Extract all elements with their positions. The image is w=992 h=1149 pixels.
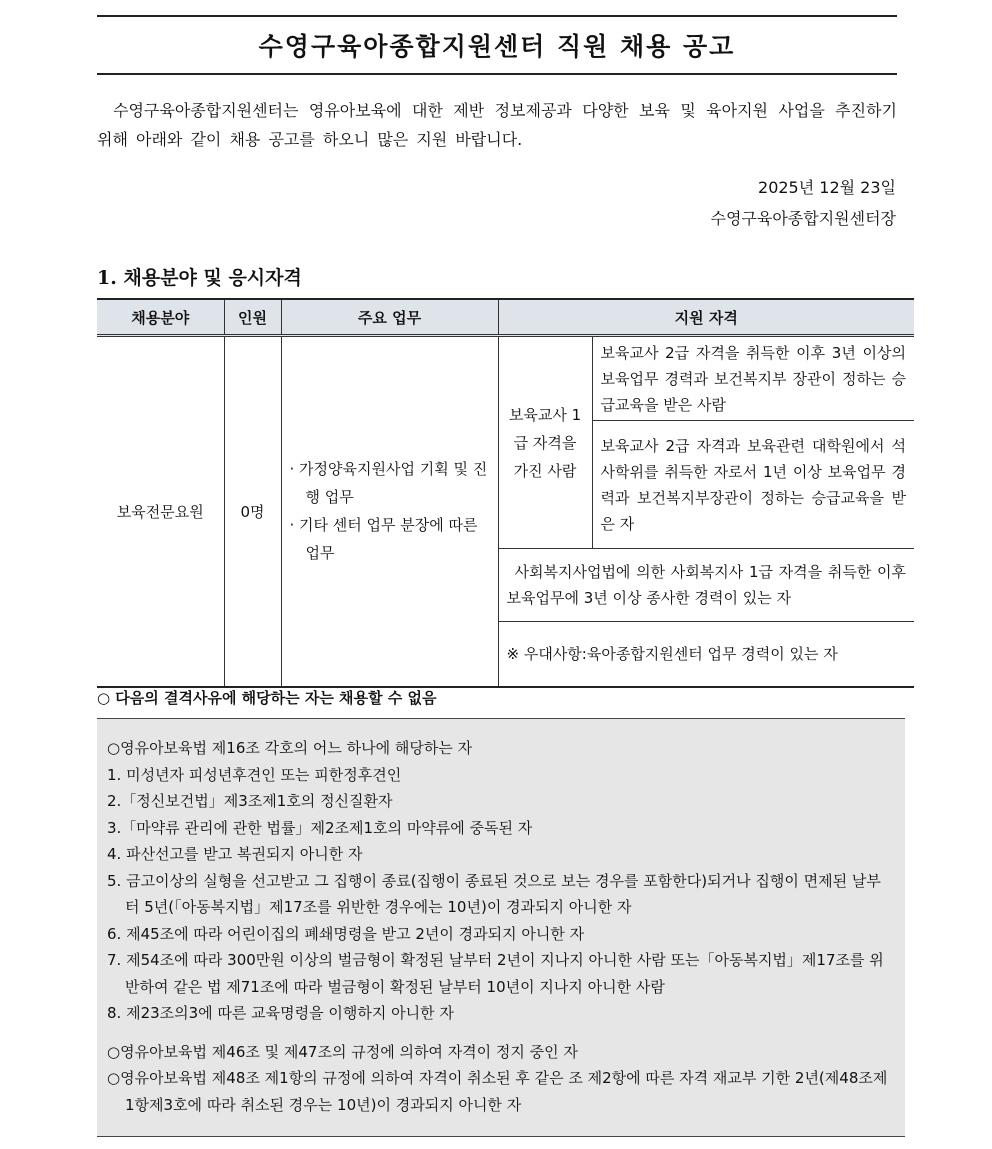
disqualification-group-1-title: ○영유아보육법 제16조 각호의 어느 하나에 해당하는 자 bbox=[107, 739, 473, 757]
announcement-date: 2025년 12월 23일 bbox=[758, 178, 896, 197]
qualification-1: 보육교사 2급 자격을 취득한 이후 3년 이상의 보육업무 경력과 보건복지부 장관이 정하는 승급교육을 받은 사람 bbox=[592, 336, 914, 421]
qualification-social-worker: 사회복지사업법에 의한 사회복지사 1급 자격을 취득한 이후 보육업무에 3년 이상 종사한 경력이 있는 자 bbox=[498, 549, 914, 622]
list-item: 7. 제54조에 따라 300만원 이상의 벌금형이 확정된 날부터 2년이 지나지 아니한 사람 또는「아동복지법」제17조를 위반하여 같은 법 제71조에 따라 벌금형이 확정된 날부터 10년이 지나지 아니한 사람 bbox=[107, 951, 884, 996]
disqualification-group-3: ○영유아보육법 제48조 제1항의 규정에 의하여 자격이 취소된 후 같은 조 제2항에 따른 자격 재교부 기한 2년(제48조제1항제3호에 따라 취소된 경우는 10년)이 경과되지 아니한 자 bbox=[107, 1069, 888, 1114]
list-item: · 가정양육지원사업 기획 및 진행 업무 bbox=[289, 460, 488, 507]
preference-note: ※ 우대사항:육아종합지원센터 업무 경력이 있는 자 bbox=[498, 622, 914, 687]
column-header-field: 채용분야 bbox=[97, 299, 224, 336]
headcount-cell: 0명 bbox=[224, 336, 281, 687]
qualification-2: 보육교사 2급 자격과 보육관련 대학원에서 석사학위를 취득한 자로서 1년 이상 보육업무 경력과 보건복지부장관이 정하는 승급교육을 받은 자 bbox=[592, 421, 914, 549]
list-item: 1. 미성년자 피성년후견인 또는 피한정후견인 bbox=[107, 765, 402, 784]
disqualification-heading: ○ 다음의 결격사유에 해당하는 자는 채용할 수 없음 bbox=[97, 689, 437, 707]
table-header-row bbox=[97, 299, 914, 336]
duties-cell bbox=[281, 336, 498, 687]
page-title: 수영구육아종합지원센터 직원 채용 공고 bbox=[258, 32, 736, 61]
list-item: 3.「마약류 관리에 관한 법률」제2조제1호의 마약류에 중독된 자 bbox=[107, 818, 533, 837]
table-row bbox=[97, 336, 914, 421]
list-item: 5. 금고이상의 실형을 선고받고 그 집행이 종료(집행이 종료된 것으로 보는 경우를 포함한다)되거나 집행이 면제된 날부터 5년(「아동복지법」제17조를 위반한 경우에는 10년)이 경과되지 아니한 자 bbox=[107, 871, 881, 916]
qual-group-label: 보육교사 1급 자격을 가진 사람 bbox=[498, 336, 592, 549]
column-header-qualifications: 지원 자격 bbox=[498, 299, 914, 336]
column-header-headcount: 인원 bbox=[224, 299, 281, 336]
list-item: 8. 제23조의3에 따른 교육명령을 이행하지 아니한 자 bbox=[107, 1004, 454, 1022]
intro-paragraph: 수영구육아종합지원센터는 영유아보육에 대한 제반 정보제공과 다양한 보육 및 육아지원 사업을 추진하기 위해 아래와 같이 채용 공고를 하오니 많은 지원 바랍니다. bbox=[97, 101, 897, 149]
list-item: · 기타 센터 업무 분장에 따른 업무 bbox=[289, 516, 478, 563]
disqualification-group-2: ○영유아보육법 제46조 및 제47조의 규정에 의하여 자격이 정지 중인 자 bbox=[107, 1042, 578, 1061]
column-header-duties: 주요 업무 bbox=[281, 299, 498, 336]
recruitment-table bbox=[97, 298, 914, 688]
disqualification-box bbox=[97, 718, 905, 1137]
section-title-recruitment: 1. 채용분야 및 응시자격 bbox=[97, 267, 302, 289]
issuer-name: 수영구육아종합지원센터장 bbox=[710, 209, 896, 228]
field-cell: 보육전문요원 bbox=[97, 336, 224, 687]
list-item: 6. 제45조에 따라 어린이집의 폐쇄명령을 받고 2년이 경과되지 아니한 자 bbox=[107, 924, 585, 943]
duties-list bbox=[290, 455, 490, 567]
list-item: 4. 파산선고를 받고 복권되지 아니한 자 bbox=[107, 845, 363, 863]
list-item: 2.「정신보건법」제3조제1호의 정신질환자 bbox=[107, 792, 393, 810]
title-block bbox=[97, 15, 897, 75]
